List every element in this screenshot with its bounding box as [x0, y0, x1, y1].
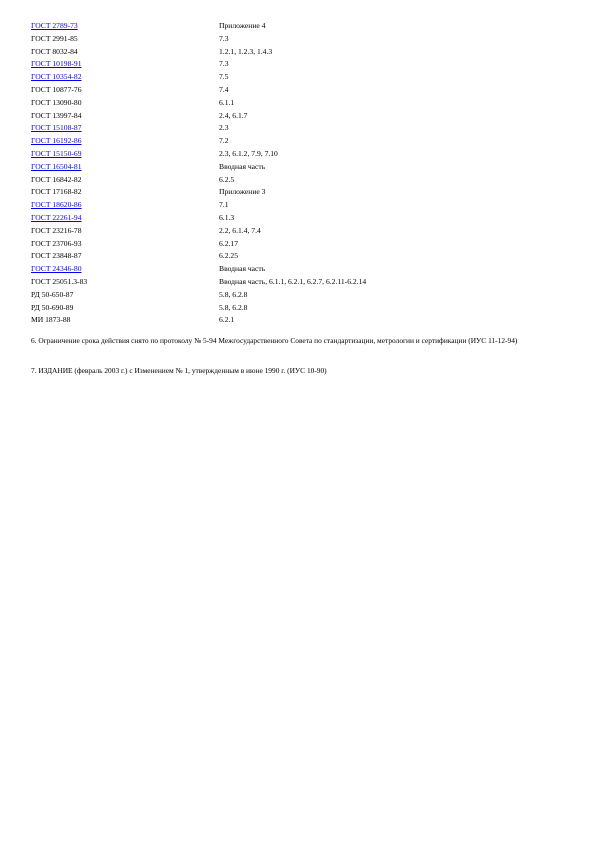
reference-document-link[interactable]: ГОСТ 16504-81	[31, 161, 82, 171]
reference-item-number: Приложение 3	[219, 187, 266, 197]
reference-row	[31, 135, 551, 148]
reference-row	[31, 302, 551, 315]
reference-document: ГОСТ 13090-80	[31, 97, 82, 107]
reference-document: ГОСТ 10877-76	[31, 84, 82, 94]
reference-item-number: Вводная часть	[219, 264, 266, 274]
reference-row	[31, 186, 551, 199]
reference-item-number: 7.4	[219, 84, 229, 94]
reference-document-link[interactable]: ГОСТ 2789-73	[31, 21, 78, 30]
reference-item-number: 5.8, 6.2.8	[219, 302, 248, 312]
reference-document: ГОСТ 25051.3-83	[31, 276, 88, 286]
reference-row	[31, 122, 551, 135]
reference-item-number: 7.2	[219, 136, 229, 146]
reference-item-number: 6.2.5	[219, 174, 235, 184]
reference-row	[31, 110, 551, 123]
reference-item-number: 2.3	[219, 123, 229, 133]
reference-item-number: 6.2.17	[219, 238, 238, 248]
reference-row	[31, 199, 551, 212]
reference-row	[31, 212, 551, 225]
reference-row	[31, 97, 551, 110]
reference-row	[31, 71, 551, 84]
reference-document-link[interactable]: ГОСТ 18620-86	[31, 200, 82, 210]
reference-document: ГОСТ 23216-78	[31, 225, 82, 235]
reference-document: РД 50-690-89	[31, 302, 74, 312]
reference-document-link[interactable]: ГОСТ 24346-80	[31, 264, 82, 274]
reference-item-number: 2.4, 6.1.7	[219, 110, 248, 120]
reference-row	[31, 289, 551, 302]
reference-document: ГОСТ 16842-82	[31, 174, 82, 184]
reference-document: ГОСТ 23706-93	[31, 238, 82, 248]
reference-row	[31, 250, 551, 263]
reference-item-number: 6.2.1	[219, 315, 235, 325]
reference-item-number: 6.1.3	[219, 212, 235, 222]
reference-row	[31, 314, 551, 327]
reference-item-number: Приложение 4	[219, 21, 266, 30]
reference-row	[31, 276, 551, 289]
reference-item-number: 6.1.1	[219, 97, 235, 107]
reference-table	[31, 20, 551, 327]
reference-row	[31, 20, 551, 33]
reference-row	[31, 148, 551, 161]
reference-document: ГОСТ 13997-84	[31, 110, 82, 120]
note-7-text: 7. ИЗДАНИЕ (февраль 2003 г.) с Изменением № 1, утвержденным в июне 1990 г. (ИУС 10-90)	[31, 366, 327, 375]
note-6-text: 6. Ограничение срока действия снято по протоколу № 5-94 Межгосударственного Совета по стандартизации, метрологии и сертификации (ИУС 11-12-94)	[31, 336, 518, 345]
reference-item-number: 7.3	[219, 33, 229, 43]
reference-document-link[interactable]: ГОСТ 22261-94	[31, 212, 82, 222]
reference-item-number: 2.2, 6.1.4, 7.4	[219, 225, 261, 235]
reference-row	[31, 225, 551, 238]
reference-row	[31, 263, 551, 276]
reference-document-link[interactable]: ГОСТ 15108-87	[31, 123, 82, 133]
reference-document: ГОСТ 17168-82	[31, 187, 82, 197]
reference-item-number: Вводная часть	[219, 161, 266, 171]
reference-item-number: 7.5	[219, 72, 229, 82]
reference-row	[31, 174, 551, 187]
reference-row	[31, 238, 551, 251]
reference-row	[31, 46, 551, 59]
reference-row	[31, 58, 551, 71]
reference-document-link[interactable]: ГОСТ 16192-86	[31, 136, 82, 146]
reference-document-link[interactable]: ГОСТ 15150-69	[31, 148, 82, 158]
reference-item-number: 7.1	[219, 200, 229, 210]
reference-document: ГОСТ 23848-87	[31, 251, 82, 261]
reference-item-number: 2.3, 6.1.2, 7.9, 7.10	[219, 148, 278, 158]
reference-document: ГОСТ 2991-85	[31, 33, 78, 43]
reference-item-number: 6.2.25	[219, 251, 238, 261]
reference-row	[31, 33, 551, 46]
reference-item-number: 5.8, 6.2.8	[219, 289, 248, 299]
reference-row	[31, 84, 551, 97]
reference-row	[31, 161, 551, 174]
reference-item-number: Вводная часть, 6.1.1, 6.2.1, 6.2.7, 6.2.11-6.2.14	[219, 276, 367, 286]
reference-document-link[interactable]: ГОСТ 10198-91	[31, 59, 82, 69]
reference-item-number: 1.2.1, 1.2.3, 1.4.3	[219, 46, 273, 56]
reference-document: ГОСТ 8032-84	[31, 46, 78, 56]
reference-item-number: 7.3	[219, 59, 229, 69]
reference-document: РД 50-650-87	[31, 289, 74, 299]
reference-document: МИ 1873-88	[31, 315, 71, 325]
reference-document-link[interactable]: ГОСТ 10354-82	[31, 72, 82, 82]
